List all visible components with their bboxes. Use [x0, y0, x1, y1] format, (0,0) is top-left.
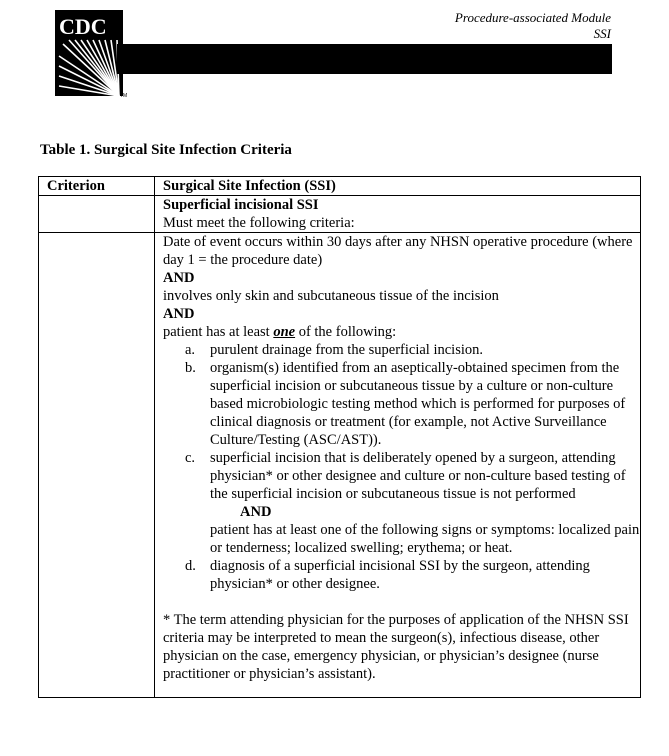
list-text: superficial incision that is deliberately opened by a surgeon, attending physician* or other designee and culture or non-culture based testing of the superficial incision or subcutaneous tissue is not performed — [210, 450, 626, 502]
module-line-2: SSI — [593, 26, 611, 41]
list-letter: a. — [185, 342, 196, 358]
cdc-logo-graphic — [55, 10, 123, 96]
type-title: Superficial incisional SSI — [163, 197, 319, 213]
list-letter: b. — [185, 360, 196, 376]
involves-line: involves only skin and subcutaneous tissue of the incision — [163, 288, 499, 304]
and-1: AND — [163, 270, 195, 286]
table-header-row — [39, 177, 641, 196]
patient-pre: patient has at least — [163, 324, 274, 340]
must-meet-text: Must meet the following criteria: — [163, 215, 355, 231]
ssi-criteria-table — [38, 176, 641, 698]
list-letter: d. — [185, 558, 196, 574]
type-row — [39, 196, 641, 233]
list-letter: c. — [185, 450, 196, 466]
list-item — [163, 449, 640, 557]
type-row-cell — [155, 196, 641, 233]
list-item — [163, 557, 640, 593]
module-header — [455, 10, 611, 42]
criterion-header: Criterion — [39, 177, 155, 196]
ssi-header: Surgical Site Infection (SSI) — [155, 177, 641, 196]
criteria-cell — [155, 233, 641, 698]
criteria-row — [39, 233, 641, 698]
table-title: Table 1. Surgical Site Infection Criteria — [40, 142, 292, 158]
list-item — [163, 341, 640, 359]
date-line: Date of event occurs within 30 days after any NHSN operative procedure (where day 1 = the procedure date) — [163, 234, 633, 268]
patient-post: of the following: — [295, 324, 397, 340]
patient-emphasis: one — [273, 324, 296, 340]
header-bar — [117, 44, 612, 74]
and-2: AND — [163, 306, 195, 322]
cdc-logo-text: CDC — [59, 14, 107, 39]
patient-line — [163, 323, 640, 341]
list-text: diagnosis of a superficial incisional SSI by the surgeon, attending physician* or other designee. — [210, 558, 590, 592]
signs-symptoms-text: patient has at least one of the following signs or symptoms: localized pain or tenderness; localized swelling; erythema; or heat. — [210, 522, 640, 556]
and-3: AND — [240, 504, 272, 520]
list-text: purulent drainage from the superficial incision. — [210, 342, 483, 358]
trademark-mark: TM — [120, 93, 128, 99]
list-text: organism(s) identified from an aseptically-obtained specimen from the superficial incision or subcutaneous tissue by a culture or non-culture based microbiologic testing method which is performed for purposes of clinical diagnosis or treatment (for example, not Active Surveillance Culture/Testing (ASC/AST)). — [210, 360, 626, 448]
footnote: * The term attending physician for the purposes of application of the NHSN SSI criteria may be interpreted to mean the surgeon(s), infectious disease, other physician on the case, emergency physician, or physician’s designee (nurse practitioner or physician’s assistant). — [163, 612, 629, 682]
list-item — [163, 359, 640, 449]
cdc-logo — [55, 10, 123, 96]
type-row-criterion-cell — [39, 196, 155, 233]
criteria-list — [163, 341, 640, 593]
criteria-row-criterion-cell — [39, 233, 155, 698]
module-line-1: Procedure-associated Module — [454, 10, 611, 25]
